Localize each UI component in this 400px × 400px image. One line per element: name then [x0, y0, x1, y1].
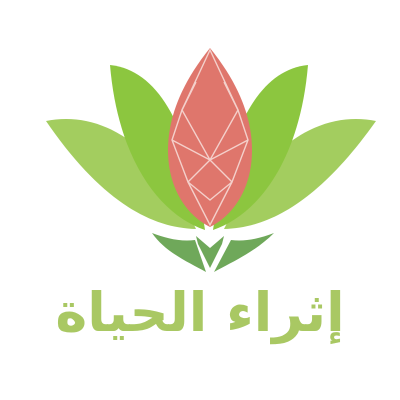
logo-wordmark: إثراء الحياة [55, 281, 345, 344]
